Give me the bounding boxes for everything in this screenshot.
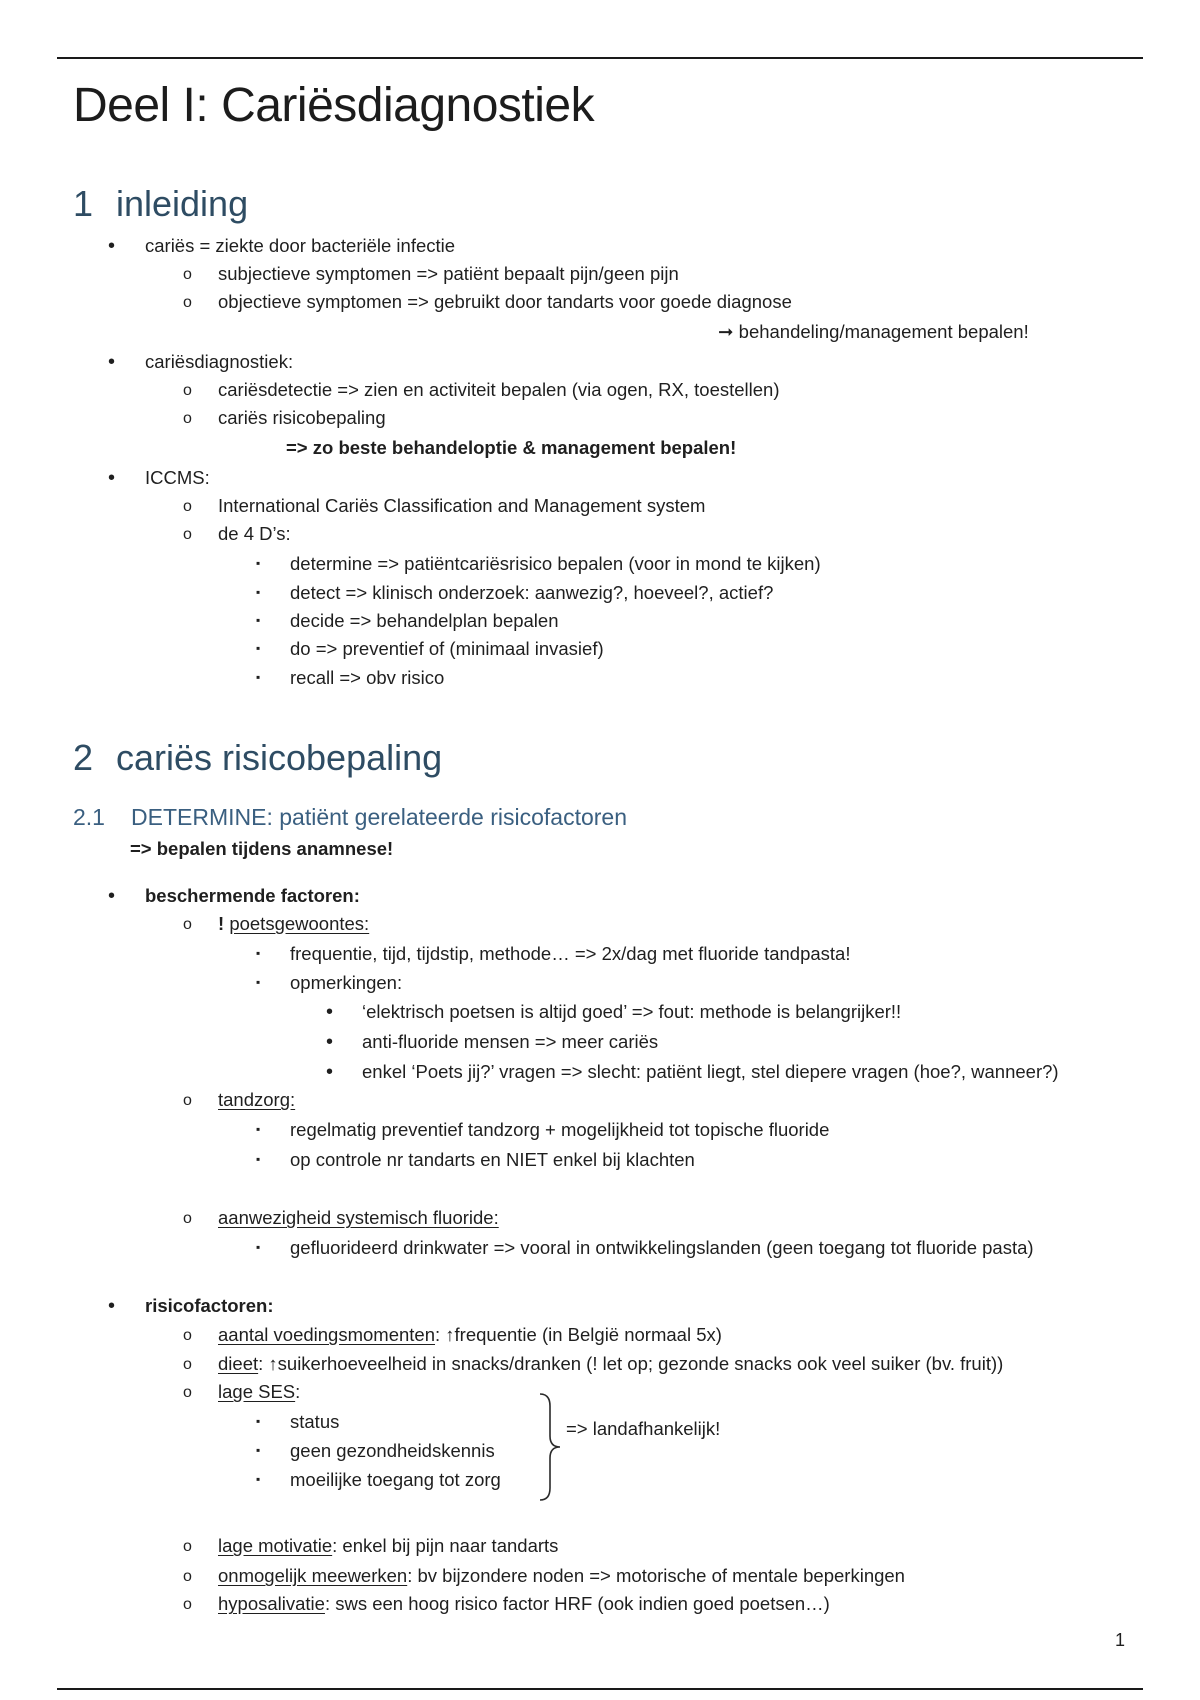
bullet-circle: o (183, 526, 192, 543)
bullet-square: ▪ (256, 613, 261, 627)
bullet-dot: • (108, 885, 116, 907)
item-label: hyposalivatie (218, 1593, 325, 1614)
page-title: Deel I: Cariësdiagnostiek (73, 79, 595, 132)
bullet-square: ▪ (256, 975, 261, 989)
section-title: cariës risicobepaling (116, 737, 443, 778)
list-item: determine => patiëntcariësrisico bepalen (voor in mond te kijken) (290, 553, 821, 574)
bullet-circle: o (183, 1210, 192, 1227)
bottom-rule (57, 1688, 1143, 1690)
bullet-circle: o (183, 410, 192, 427)
item-label: onmogelijk meewerken (218, 1565, 408, 1586)
brace-note: => landafhankelijk! (566, 1418, 721, 1439)
subsection-title: DETERMINE: patiënt gerelateerde risicofactoren (131, 804, 627, 830)
list-item: International Cariës Classification and Management system (218, 495, 706, 516)
list-item: cariës risicobepaling (218, 407, 386, 428)
intro-note: => bepalen tijdens anamnese! (130, 838, 394, 859)
item-text: : enkel bij pijn naar tandarts (332, 1535, 559, 1556)
list-item: anti-fluoride mensen => meer cariës (362, 1031, 659, 1052)
item-text: : ↑frequentie (in België normaal 5x) (435, 1324, 722, 1345)
section-2-heading (73, 737, 442, 779)
list-item: cariës = ziekte door bacteriële infectie (145, 235, 456, 256)
bullet-circle: o (183, 1092, 192, 1109)
bullet-dot: • (108, 235, 116, 257)
bullet-circle: o (183, 294, 192, 311)
bullet-circle: o (183, 1596, 192, 1613)
section-number: 1 (73, 183, 94, 224)
bullet-square: ▪ (256, 946, 261, 960)
list-heading: risicofactoren: (145, 1295, 274, 1316)
list-item (218, 1324, 722, 1346)
item-label: tandzorg: (218, 1089, 296, 1110)
bullet-circle: o (183, 1384, 192, 1401)
bullet-square: ▪ (256, 1122, 261, 1136)
list-item (218, 1593, 830, 1615)
list-item: decide => behandelplan bepalen (290, 610, 559, 631)
list-item: regelmatig preventief tandzorg + mogelijkheid tot topische fluoride (290, 1119, 830, 1140)
subsection-number: 2.1 (73, 804, 105, 830)
item-label: lage motivatie (218, 1535, 333, 1556)
curly-brace-icon (538, 1392, 562, 1502)
item-label: dieet (218, 1353, 259, 1374)
list-item: subjectieve symptomen => patiënt bepaalt pijn/geen pijn (218, 263, 679, 284)
bullet-circle: o (183, 916, 192, 933)
list-item-continuation (718, 321, 1029, 343)
list-item: gefluorideerd drinkwater => vooral in ontwikkelingslanden (geen toegang tot fluoride pasta) (290, 1237, 1034, 1258)
list-item: recall => obv risico (290, 667, 445, 688)
list-item (218, 1381, 300, 1403)
list-item: enkel ‘Poets jij?’ vragen => slecht: patiënt liegt, stel diepere vragen (hoe?, wanneer?) (362, 1061, 1059, 1082)
bullet-circle: o (183, 1568, 192, 1585)
section-1-heading (73, 183, 248, 225)
item-text: : ↑suikerhoeveelheid in snacks/dranken (! let op; gezonde snacks ook veel suiker (bv. fruit)) (258, 1353, 1004, 1374)
list-item (218, 1565, 905, 1587)
arrow-icon: ➞ (718, 321, 734, 342)
list-item: cariësdiagnostiek: (145, 351, 294, 372)
list-item: de 4 D’s: (218, 523, 291, 544)
item-label: lage SES (218, 1381, 296, 1402)
section-number: 2 (73, 737, 94, 778)
bullet-square: ▪ (256, 670, 261, 684)
bullet-square: ▪ (256, 585, 261, 599)
emphasis-note: => zo beste behandeloptie & management bepalen! (286, 437, 737, 458)
list-item: op controle nr tandarts en NIET enkel bij klachten (290, 1149, 695, 1170)
bullet-square: ▪ (256, 1240, 261, 1254)
item-text: : bv bijzondere noden => motorische of mentale beperkingen (407, 1565, 905, 1586)
list-item: ‘elektrisch poetsen is altijd goed’ => fout: methode is belangrijker!! (362, 1001, 902, 1022)
list-item: moeilijke toegang tot zorg (290, 1469, 501, 1490)
bullet-square: ▪ (256, 1443, 261, 1457)
list-item: frequentie, tijd, tijdstip, methode… => 2x/dag met fluoride tandpasta! (290, 943, 851, 964)
bullet-dot: • (108, 351, 116, 373)
bullet-square: ▪ (256, 1152, 261, 1166)
bullet-square: ▪ (256, 641, 261, 655)
exclamation-prefix: ! (218, 913, 230, 934)
list-item: detect => klinisch onderzoek: aanwezig?, hoeveel?, actief? (290, 582, 774, 603)
list-item: objectieve symptomen => gebruikt door tandarts voor goede diagnose (218, 291, 792, 312)
subsection-2-1-heading (73, 804, 627, 831)
list-heading: beschermende factoren: (145, 885, 360, 906)
item-text: : sws een hoog risico factor HRF (ook indien goed poetsen…) (324, 1593, 830, 1614)
item-label: poetsgewoontes: (229, 913, 370, 934)
bullet-dot: • (326, 1031, 334, 1053)
bullet-square: ▪ (256, 1472, 261, 1486)
bullet-dot: • (326, 1061, 334, 1083)
bullet-circle: o (183, 1538, 192, 1555)
bullet-square: ▪ (256, 1414, 261, 1428)
item-text: : (295, 1381, 301, 1402)
list-item: status (290, 1411, 340, 1432)
bullet-circle: o (183, 382, 192, 399)
list-item: geen gezondheidskennis (290, 1440, 495, 1461)
list-item: opmerkingen: (290, 972, 403, 993)
bullet-circle: o (183, 1356, 192, 1373)
continuation-text: behandeling/management bepalen! (738, 321, 1029, 342)
list-item: cariësdetectie => zien en activiteit bepalen (via ogen, RX, toestellen) (218, 379, 780, 400)
item-label: aantal voedingsmomenten (218, 1324, 436, 1345)
bullet-dot: • (326, 1001, 334, 1023)
list-item (218, 1353, 1003, 1375)
bullet-circle: o (183, 1327, 192, 1344)
page-number: 1 (1115, 1630, 1126, 1650)
list-item: do => preventief of (minimaal invasief) (290, 638, 604, 659)
list-item: ICCMS: (145, 467, 210, 488)
item-label: aanwezigheid systemisch fluoride: (218, 1207, 499, 1228)
bullet-circle: o (183, 266, 192, 283)
list-item (218, 1535, 558, 1557)
bullet-circle: o (183, 498, 192, 515)
section-title: inleiding (116, 183, 249, 224)
bullet-dot: • (108, 1295, 116, 1317)
list-item (218, 913, 369, 935)
bullet-square: ▪ (256, 556, 261, 570)
top-rule (57, 57, 1143, 59)
bullet-dot: • (108, 467, 116, 489)
